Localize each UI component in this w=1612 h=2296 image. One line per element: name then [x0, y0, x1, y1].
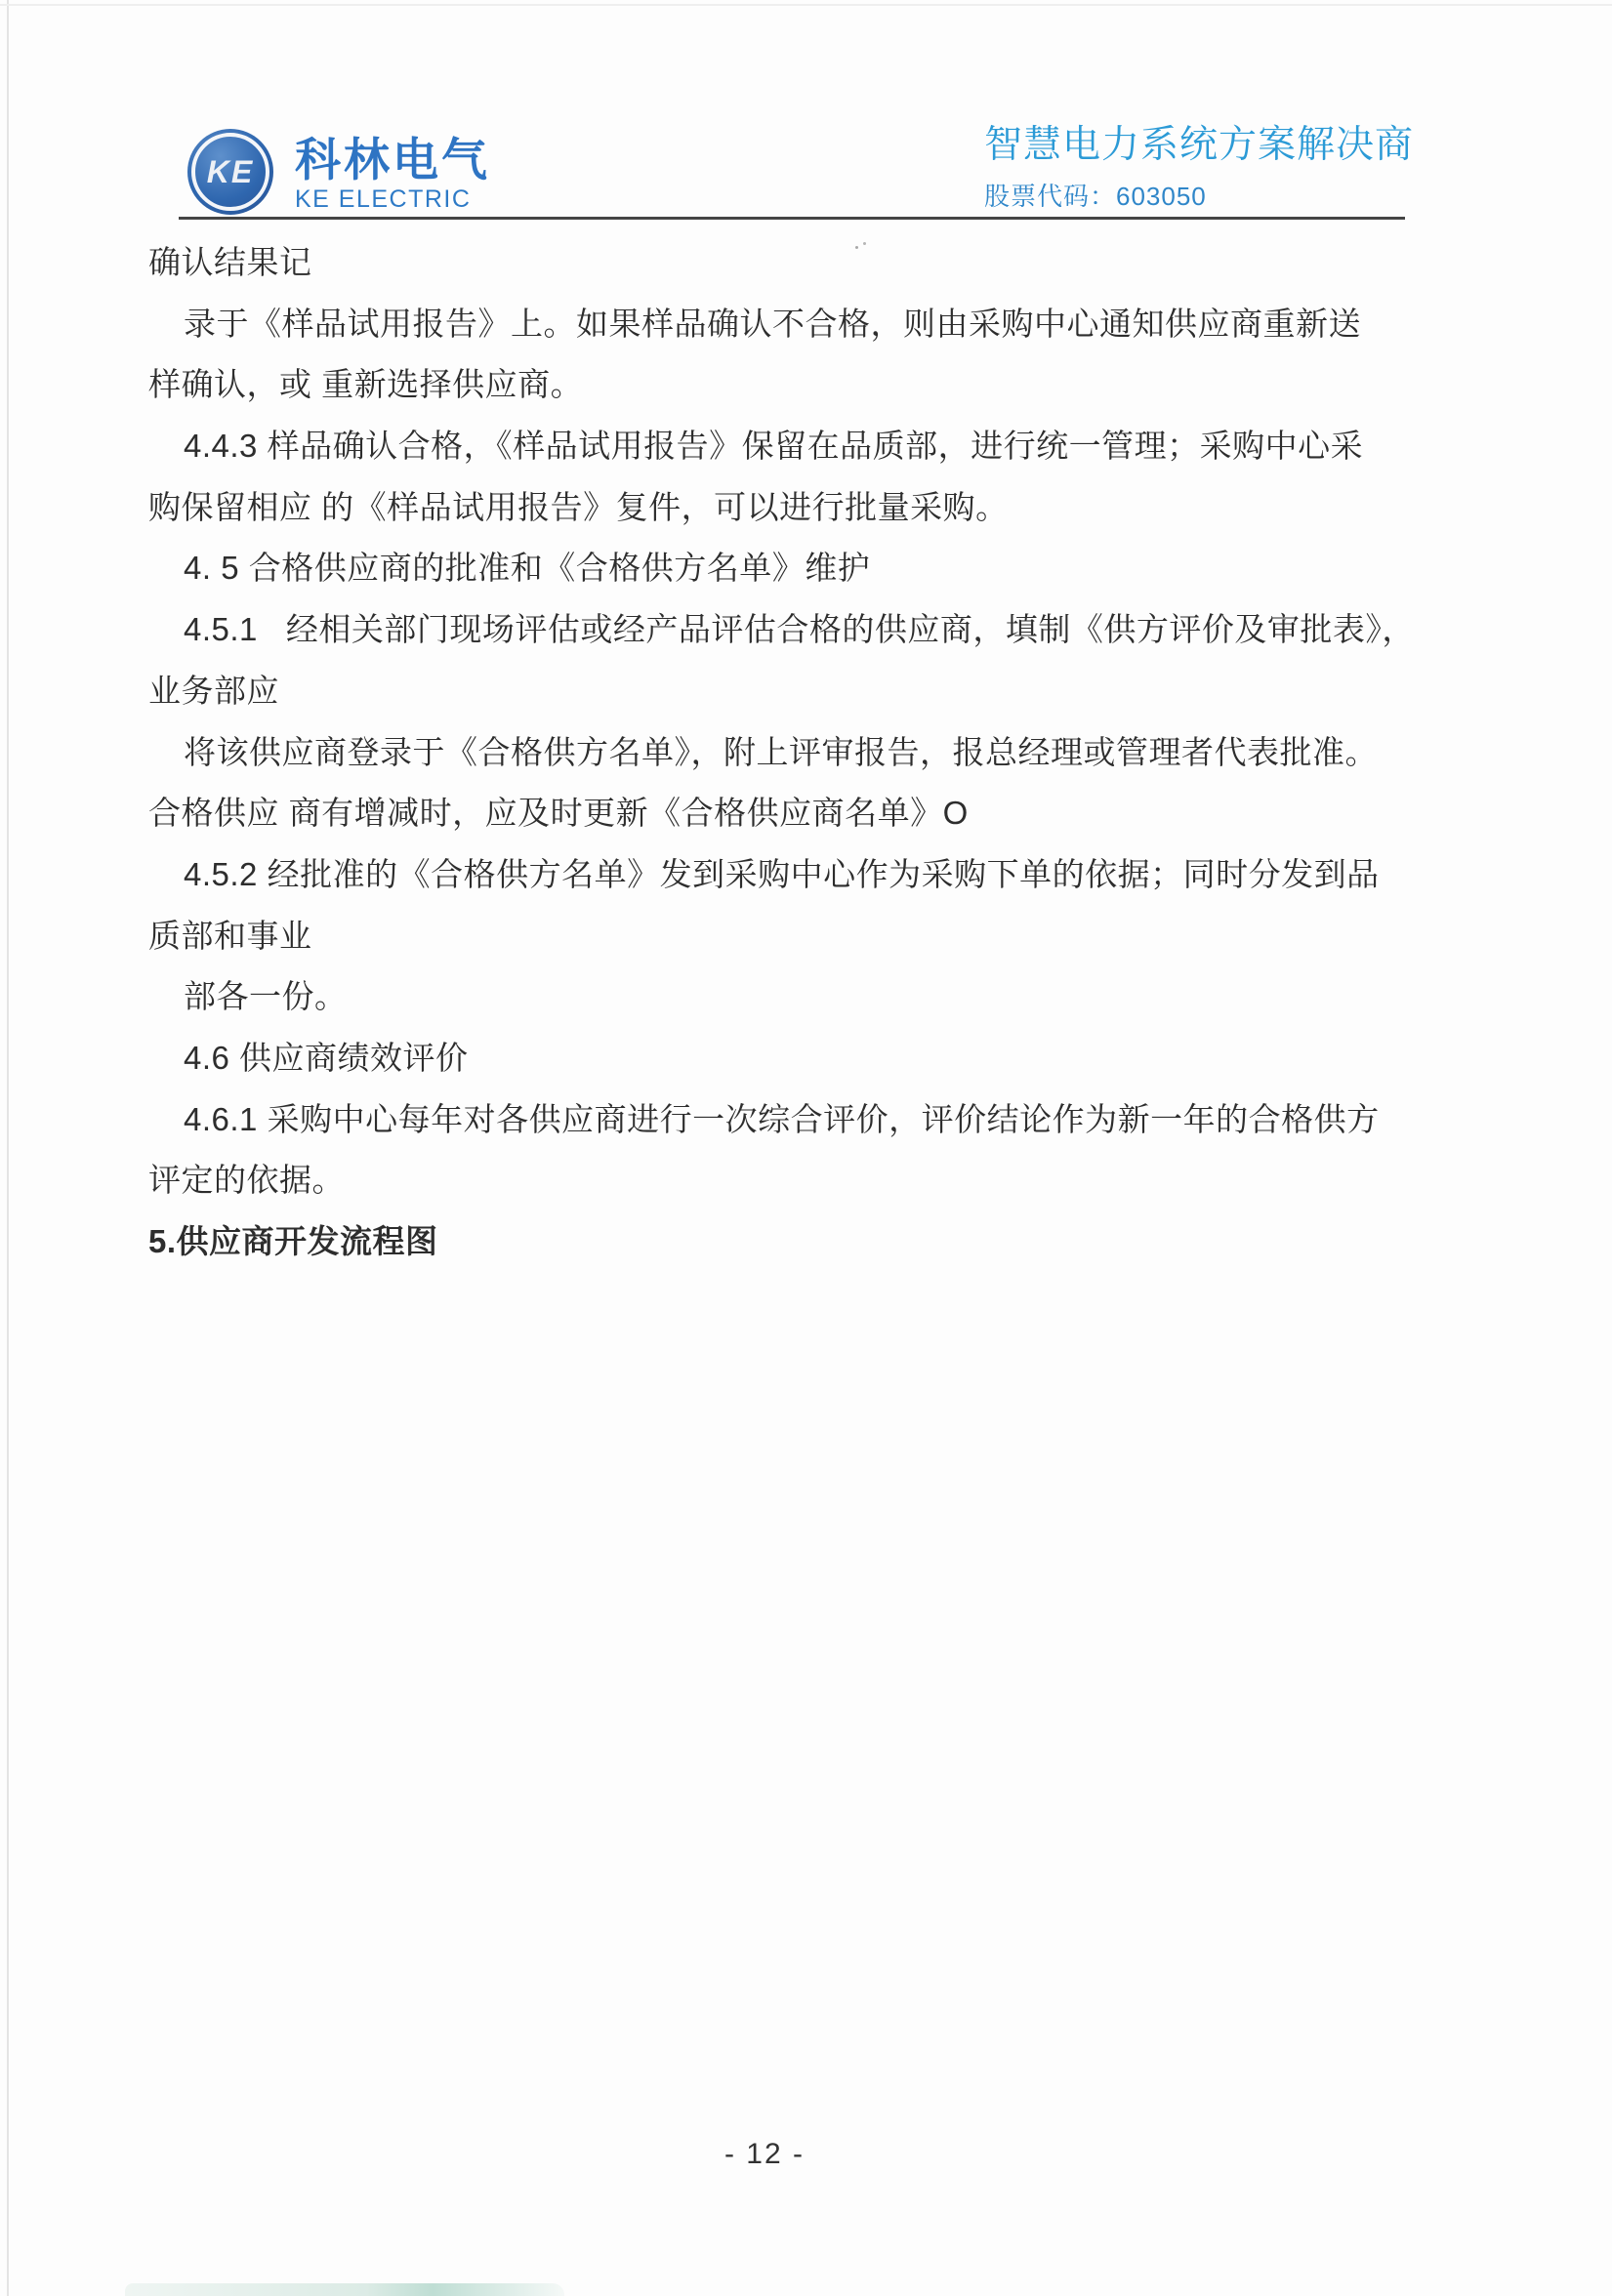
header-right-block [984, 125, 1414, 213]
company-tagline: 智慧电力系统方案解决商 [984, 124, 1415, 166]
company-logo [187, 129, 490, 215]
text-line: 4.5.1 经相关部门现场评估或经产品评估合格的供应商，填制《供方评价及审批表》， [184, 611, 1415, 648]
ke-logo-monogram: KE [206, 153, 255, 189]
header-divider [179, 217, 1405, 220]
company-name-block [295, 129, 490, 214]
text-line: 合格供应 商有增减时，应及时更新《合格供应商名单》O [148, 795, 969, 832]
text-line: 录于《样品试用报告》上。如果样品确认不合格，则由采购中心通知供应商重新送 [184, 305, 1361, 342]
stock-code: 股票代码：603050 [984, 181, 1207, 211]
company-name-cn: 科林电气 [295, 134, 490, 185]
text-line: 样确认，或 重新选择供应商。 [148, 366, 584, 403]
text-line: 4.5.2 经批准的《合格供方名单》发到采购中心作为采购下单的依据；同时分发到品 [184, 855, 1380, 892]
scan-artifact-smudge [125, 2283, 564, 2296]
section-heading-flowchart: 5.供应商开发流程图 [148, 1223, 438, 1259]
text-line: 部各一份。 [184, 978, 348, 1015]
scan-edge-top [0, 4, 1612, 6]
page-number: - 12 - [723, 2138, 806, 2170]
text-line: 业务部应 [148, 672, 279, 709]
text-line: 4.6 供应商绩效评价 [184, 1039, 469, 1076]
scan-edge-left [7, 0, 9, 2296]
text-line: 4. 5 合格供应商的批准和《合格供方名单》维护 [184, 550, 871, 587]
text-line: 评定的依据。 [148, 1162, 345, 1199]
text-line: 确认结果记 [148, 244, 312, 280]
company-name-en: KE ELECTRIC [295, 185, 472, 213]
ke-logo-icon [187, 129, 273, 215]
text-line: 购保留相应 的《样品试用报告》复件，可以进行批量采购。 [148, 488, 1009, 525]
document-body [148, 232, 1427, 1273]
text-line: 4.6.1 采购中心每年对各供应商进行一次综合评价，评价结论作为新一年的合格供方 [184, 1100, 1380, 1137]
text-line: 4.4.3 样品确认合格，《样品试用报告》保留在品质部，进行统一管理；采购中心采 [184, 428, 1364, 465]
text-line: 质部和事业 [148, 917, 312, 954]
text-line: 将该供应商登录于《合格供方名单》，附上评审报告，报总经理或管理者代表批准。 [184, 733, 1378, 770]
